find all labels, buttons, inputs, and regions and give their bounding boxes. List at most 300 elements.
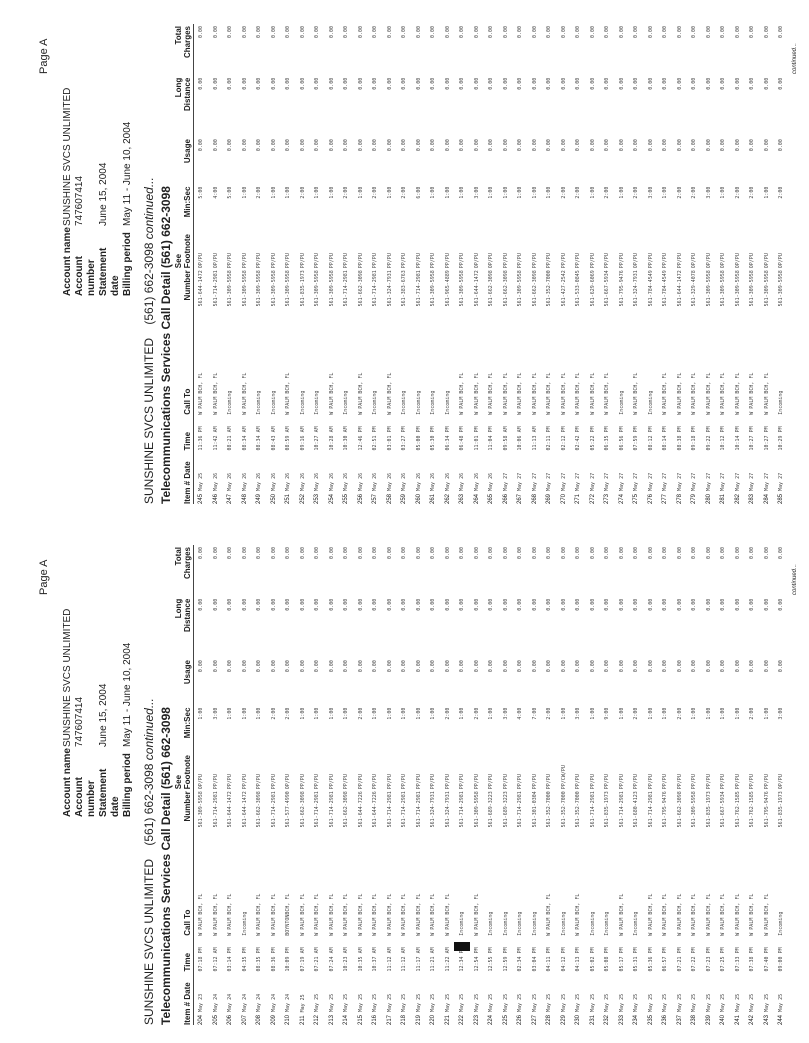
call-duration-cell [339, 185, 354, 223]
call-usage: 0.00 [734, 139, 741, 152]
call-time: 12:46 [357, 435, 364, 451]
call-row [354, 545, 369, 1025]
call-row [296, 545, 311, 1025]
call-footnote-cell [368, 222, 383, 268]
call-long-distance-cell [513, 597, 528, 658]
call-usage-cell [223, 137, 238, 185]
call-to: Incoming [531, 911, 538, 936]
call-number-cell [687, 789, 702, 850]
call-duration-cell [267, 185, 282, 223]
call-time: 04:11 [546, 956, 552, 972]
call-row [731, 545, 746, 1025]
call-item-number: 206 [227, 1014, 233, 1025]
call-time-cell [354, 936, 369, 972]
call-duration: 2:00 [604, 186, 610, 199]
call-total-cell [368, 24, 383, 76]
call-item-number-cell [528, 450, 543, 504]
call-date: May 26 [270, 472, 277, 491]
call-row [673, 24, 688, 504]
call-footnote: PP/PU [343, 774, 349, 790]
call-to: W PALM BCH, FL [357, 893, 364, 936]
call-duration-cell [687, 706, 702, 744]
call-footnote: OP/PU [778, 774, 784, 790]
call-footnote: PP/PU [676, 253, 683, 269]
call-duration: 2:00 [633, 707, 639, 720]
call-usage: 0.00 [691, 139, 697, 152]
call-duration-cell [600, 185, 615, 223]
call-ampm: AM [343, 947, 349, 954]
call-total: 0.00 [415, 26, 422, 39]
call-usage: 0.00 [227, 139, 233, 152]
call-total-cell [702, 545, 717, 597]
call-duration-cell [310, 706, 325, 744]
call-usage: 0.00 [343, 660, 349, 673]
call-item-number-cell [194, 971, 209, 1025]
call-total: 0.00 [241, 547, 248, 560]
call-usage-cell [441, 137, 456, 185]
call-duration: 2:00 [749, 707, 755, 720]
call-total: 0.00 [415, 547, 422, 560]
call-number: 561-309-5958 [691, 791, 697, 828]
call-footnote-cell [586, 222, 601, 268]
call-time: 07:33 [734, 956, 741, 972]
call-number-cell [528, 789, 543, 850]
call-to-cell [339, 330, 354, 415]
call-item-number-cell [354, 971, 369, 1025]
call-long-distance: 0.00 [241, 77, 248, 90]
call-duration: 1:00 [386, 186, 393, 199]
call-footnote-cell [426, 222, 441, 268]
call-item-number-cell [281, 971, 296, 1025]
call-usage-cell [528, 137, 543, 185]
call-duration: 1:00 [241, 707, 248, 720]
call-duration: 2:00 [285, 707, 291, 720]
call-total-cell [223, 545, 238, 597]
call-duration: 1:00 [502, 186, 509, 199]
call-time: 10:06 [517, 435, 523, 451]
call-to-cell [586, 851, 601, 936]
call-time-cell [209, 415, 224, 451]
call-number-cell [615, 789, 630, 850]
call-item-number-cell [484, 450, 499, 504]
call-row [629, 545, 644, 1025]
call-to-cell [194, 851, 209, 936]
call-long-distance-cell [194, 597, 209, 658]
call-duration-cell [310, 185, 325, 223]
call-duration-cell [484, 706, 499, 744]
call-ampm: PM [502, 947, 509, 954]
call-time-cell [223, 936, 238, 972]
call-number-cell [223, 789, 238, 850]
call-item-number-cell [760, 971, 775, 1025]
call-total-cell [223, 24, 238, 76]
call-total: 0.00 [198, 26, 204, 39]
call-usage-cell [412, 137, 427, 185]
call-to: W PALM BCH, FL [720, 893, 726, 936]
call-number: 561-689-3223 [488, 791, 494, 828]
call-footnote: PP/PU [328, 774, 335, 790]
call-long-distance-cell [325, 597, 340, 658]
call-time-cell [441, 936, 456, 972]
call-footnote: PP/PU [241, 253, 248, 269]
call-total: 0.00 [241, 26, 248, 39]
call-usage: 0.00 [633, 660, 639, 673]
call-number: 561-352-7000 [546, 270, 552, 307]
call-time-cell [600, 936, 615, 972]
call-total-cell [455, 545, 470, 597]
call-to-cell [600, 851, 615, 936]
call-usage: 0.00 [328, 139, 335, 152]
call-footnote: OP/PU [488, 253, 494, 269]
call-number: 561-644-1472 [227, 791, 233, 828]
call-item-number-cell [586, 971, 601, 1025]
call-footnote-cell [760, 743, 775, 789]
call-number: 561-714-2981 [618, 791, 625, 828]
call-item-number-cell [499, 450, 514, 504]
col-total-charges: Total Charges [174, 24, 194, 76]
call-row [397, 545, 412, 1025]
call-long-distance: 0.00 [662, 77, 668, 90]
call-duration-cell [774, 185, 789, 223]
call-row [687, 545, 702, 1025]
call-time: 11:22 [444, 956, 451, 972]
call-usage: 0.00 [575, 660, 581, 673]
call-usage: 0.00 [749, 660, 755, 673]
call-item-number: 217 [386, 1014, 393, 1025]
call-duration: 2:00 [560, 186, 567, 199]
call-time: 08:34 [241, 435, 248, 451]
call-number: 561-795-9476 [763, 791, 770, 828]
call-long-distance: 0.00 [763, 77, 770, 90]
call-footnote-cell [745, 743, 760, 789]
call-time: 06:34 [444, 435, 451, 451]
call-time: 10:23 [343, 956, 349, 972]
call-ampm: PM [386, 426, 393, 433]
call-duration: 1:00 [314, 707, 320, 720]
call-date: May 25 [299, 994, 306, 1013]
call-date: May 25 [314, 993, 320, 1012]
call-number-cell [368, 268, 383, 329]
call-usage: 0.00 [198, 660, 204, 673]
call-long-distance: 0.00 [212, 598, 219, 611]
call-item-number-cell [673, 971, 688, 1025]
call-number-cell [557, 789, 572, 850]
call-footnote-cell [687, 222, 702, 268]
call-footnote: PP/PU [546, 253, 552, 269]
call-footnote: PP/PU [502, 253, 509, 269]
call-item-number: 272 [589, 493, 596, 504]
call-ampm: PM [705, 426, 712, 433]
call-item-number-cell [571, 971, 586, 1025]
call-item-number-cell [731, 450, 746, 504]
call-footnote: OP/PU [691, 253, 697, 269]
call-number: 561-662-3098 [299, 791, 306, 828]
call-long-distance-cell [731, 76, 746, 137]
call-to: Incoming [401, 390, 407, 415]
call-time: 06:48 [459, 435, 465, 451]
call-time-cell [426, 415, 441, 451]
call-usage: 0.00 [531, 660, 538, 673]
call-long-distance: 0.00 [212, 77, 219, 90]
call-usage-cell [528, 658, 543, 706]
call-long-distance: 0.00 [459, 598, 465, 611]
call-footnote: PP/PU [531, 253, 538, 269]
call-total: 0.00 [734, 26, 741, 39]
call-duration-cell [252, 185, 267, 223]
call-duration: 1:00 [763, 707, 770, 720]
call-footnote-cell [687, 743, 702, 789]
call-to-cell [368, 851, 383, 936]
call-to: W PALM BCH, FL [734, 372, 741, 415]
call-date: May 27 [546, 472, 552, 491]
call-duration-cell [397, 706, 412, 744]
call-time-cell [455, 415, 470, 451]
call-number: 561-714-2981 [328, 791, 335, 828]
call-long-distance: 0.00 [372, 77, 378, 90]
call-time: 07:22 [691, 956, 697, 972]
call-footnote-cell [513, 222, 528, 268]
call-ampm: AM [299, 426, 306, 433]
call-duration-cell [774, 706, 789, 744]
call-duration-cell [542, 706, 557, 744]
call-number-cell [702, 789, 717, 850]
call-to: W PALM BCH, FL [589, 372, 596, 415]
call-footnote-cell [281, 222, 296, 268]
call-total: 0.00 [227, 547, 233, 560]
call-duration-cell [615, 706, 630, 744]
call-to: W PALM BCH, FL [705, 372, 712, 415]
call-number-cell [644, 789, 659, 850]
account-info [62, 88, 134, 296]
call-usage-cell [484, 137, 499, 185]
call-usage-cell [600, 658, 615, 706]
call-row [412, 24, 427, 504]
call-time-cell [774, 936, 789, 972]
call-footnote-cell [194, 222, 209, 268]
call-long-distance: 0.00 [256, 77, 262, 90]
call-item-number: 248 [241, 493, 248, 504]
call-time-cell [513, 936, 528, 972]
call-usage: 0.00 [517, 139, 523, 152]
company-line [142, 177, 156, 504]
call-to-cell [557, 851, 572, 936]
call-total: 0.00 [502, 547, 509, 560]
call-long-distance: 0.00 [488, 598, 494, 611]
call-usage: 0.00 [386, 139, 393, 152]
call-long-distance-cell [281, 597, 296, 658]
call-duration: 4:00 [517, 707, 523, 720]
call-footnote: PP/PU [270, 253, 277, 269]
call-date: May 26 [444, 472, 451, 491]
call-usage: 0.00 [546, 139, 552, 152]
call-usage: 0.00 [270, 660, 277, 673]
call-item-number-cell [745, 971, 760, 1025]
call-duration: 1:00 [256, 707, 262, 720]
call-number-cell [615, 268, 630, 329]
call-time-cell [557, 936, 572, 972]
call-to: W PALM BCH, FL [676, 893, 683, 936]
call-duration: 1:00 [285, 186, 291, 199]
call-footnote: PP/PU [647, 774, 654, 790]
call-total-cell [441, 545, 456, 597]
call-footnote: PP/PU [560, 253, 567, 269]
call-item-number-cell [252, 450, 267, 504]
call-usage-cell [745, 137, 760, 185]
call-number: 561-965-4889 [444, 270, 451, 307]
call-usage-cell [470, 658, 485, 706]
call-time-cell [281, 936, 296, 972]
call-number-cell [441, 268, 456, 329]
call-number: 561-714-2981 [372, 270, 378, 307]
call-item-number-cell [484, 971, 499, 1025]
call-time-cell [658, 936, 673, 972]
call-date: May 25 [401, 993, 407, 1012]
call-item-number: 238 [691, 1014, 697, 1025]
call-number-cell [296, 268, 311, 329]
call-footnote-cell [557, 222, 572, 268]
call-item-number: 226 [517, 1014, 523, 1025]
call-long-distance-cell [644, 597, 659, 658]
call-total: 0.00 [473, 26, 480, 39]
call-to-cell [644, 330, 659, 415]
call-duration-cell [760, 185, 775, 223]
continued-label: continued... [142, 698, 156, 761]
call-duration: 1:00 [270, 186, 277, 199]
call-total: 0.00 [299, 26, 306, 39]
call-time: 10:27 [314, 435, 320, 451]
call-row [702, 545, 717, 1025]
call-footnote-cell [470, 743, 485, 789]
call-duration: 2:00 [473, 707, 480, 720]
call-item-number-cell [194, 450, 209, 504]
call-time: 03:04 [531, 956, 538, 972]
call-to: Incoming [604, 911, 610, 936]
call-total-cell [571, 24, 586, 76]
call-total-cell [716, 24, 731, 76]
phone-number: (561) 662-3098 [142, 242, 156, 325]
call-footnote-cell [310, 222, 325, 268]
call-number: 561-352-7000 [546, 791, 552, 828]
call-number-cell [223, 268, 238, 329]
call-to: W PALM BCH, FL [415, 893, 422, 936]
call-footnote-cell [354, 743, 369, 789]
call-usage-cell [586, 137, 601, 185]
call-total-cell [296, 24, 311, 76]
call-long-distance-cell [760, 597, 775, 658]
call-number-cell [441, 789, 456, 850]
call-to-cell [615, 851, 630, 936]
call-time: 12:55 [488, 956, 494, 972]
call-number: 561-714-2981 [270, 791, 277, 828]
call-item-number: 208 [256, 1014, 262, 1025]
call-to: BOYNTONBCH, FL [285, 893, 291, 936]
call-number-cell [745, 268, 760, 329]
call-long-distance: 0.00 [633, 598, 639, 611]
call-date: May 26 [285, 472, 291, 491]
call-ampm: AM [256, 426, 262, 433]
call-usage-cell [513, 658, 528, 706]
call-total: 0.00 [691, 26, 697, 39]
call-row [745, 24, 760, 504]
call-long-distance: 0.00 [488, 77, 494, 90]
call-usage: 0.00 [720, 139, 726, 152]
call-number-cell [310, 268, 325, 329]
call-total-cell [238, 24, 253, 76]
call-number: 561-662-3098 [488, 270, 494, 307]
call-time-cell [615, 415, 630, 451]
call-long-distance-cell [615, 597, 630, 658]
call-total: 0.00 [343, 547, 349, 560]
call-to: W PALM BCH, FL [473, 893, 480, 936]
call-number: 561-662-3098 [531, 270, 538, 307]
call-usage: 0.00 [459, 660, 465, 673]
call-row [426, 24, 441, 504]
col-total-charges: Total Charges [174, 545, 194, 597]
call-time: 03:14 [227, 956, 233, 972]
call-time-cell [368, 936, 383, 972]
call-time-cell [281, 415, 296, 451]
call-duration: 6:00 [415, 186, 422, 199]
call-to: W PALM BCH, FL [749, 893, 755, 936]
call-long-distance-cell [281, 76, 296, 137]
call-item-number-cell [223, 971, 238, 1025]
call-usage: 0.00 [676, 660, 683, 673]
call-item-number-cell [339, 971, 354, 1025]
call-usage: 0.00 [314, 139, 320, 152]
call-duration: 1:00 [430, 186, 436, 199]
call-to: W PALM BCH, FL [285, 372, 291, 415]
call-time: 07:18 [198, 956, 204, 972]
call-item-number: 255 [343, 493, 349, 504]
call-long-distance: 0.00 [343, 598, 349, 611]
call-number: 561-714-2981 [647, 791, 654, 828]
call-long-distance-cell [252, 597, 267, 658]
col-time: Time [174, 936, 194, 972]
call-usage-cell [557, 137, 572, 185]
call-footnote-cell [209, 743, 224, 789]
call-usage-cell [745, 658, 760, 706]
call-ampm: PM [575, 947, 581, 954]
call-usage: 0.00 [270, 139, 277, 152]
call-duration: 1:00 [488, 707, 494, 720]
call-item-number: 233 [618, 1014, 625, 1025]
call-footnote: PP/PU [531, 774, 538, 790]
call-item-number-cell [513, 450, 528, 504]
call-detail-table [174, 24, 789, 504]
call-row [760, 545, 775, 1025]
call-time: 12:34 [459, 956, 465, 972]
call-footnote: PP/PU [473, 774, 480, 790]
call-long-distance: 0.00 [430, 598, 436, 611]
call-long-distance-cell [600, 597, 615, 658]
call-item-number: 265 [488, 493, 494, 504]
call-long-distance: 0.00 [720, 598, 726, 611]
call-number: 561-324-7931 [430, 791, 436, 828]
call-ampm: PM [778, 426, 784, 433]
call-to-cell [223, 330, 238, 415]
call-usage: 0.00 [357, 139, 364, 152]
call-duration: 2:00 [575, 186, 581, 199]
call-total-cell [600, 545, 615, 597]
call-usage: 0.00 [212, 660, 219, 673]
call-number: 561-714-2981 [589, 791, 596, 828]
call-total: 0.00 [386, 547, 393, 560]
call-usage-cell [644, 137, 659, 185]
call-time-cell [629, 936, 644, 972]
call-time: 09:22 [705, 435, 712, 451]
call-long-distance-cell [470, 76, 485, 137]
call-total-cell [586, 545, 601, 597]
